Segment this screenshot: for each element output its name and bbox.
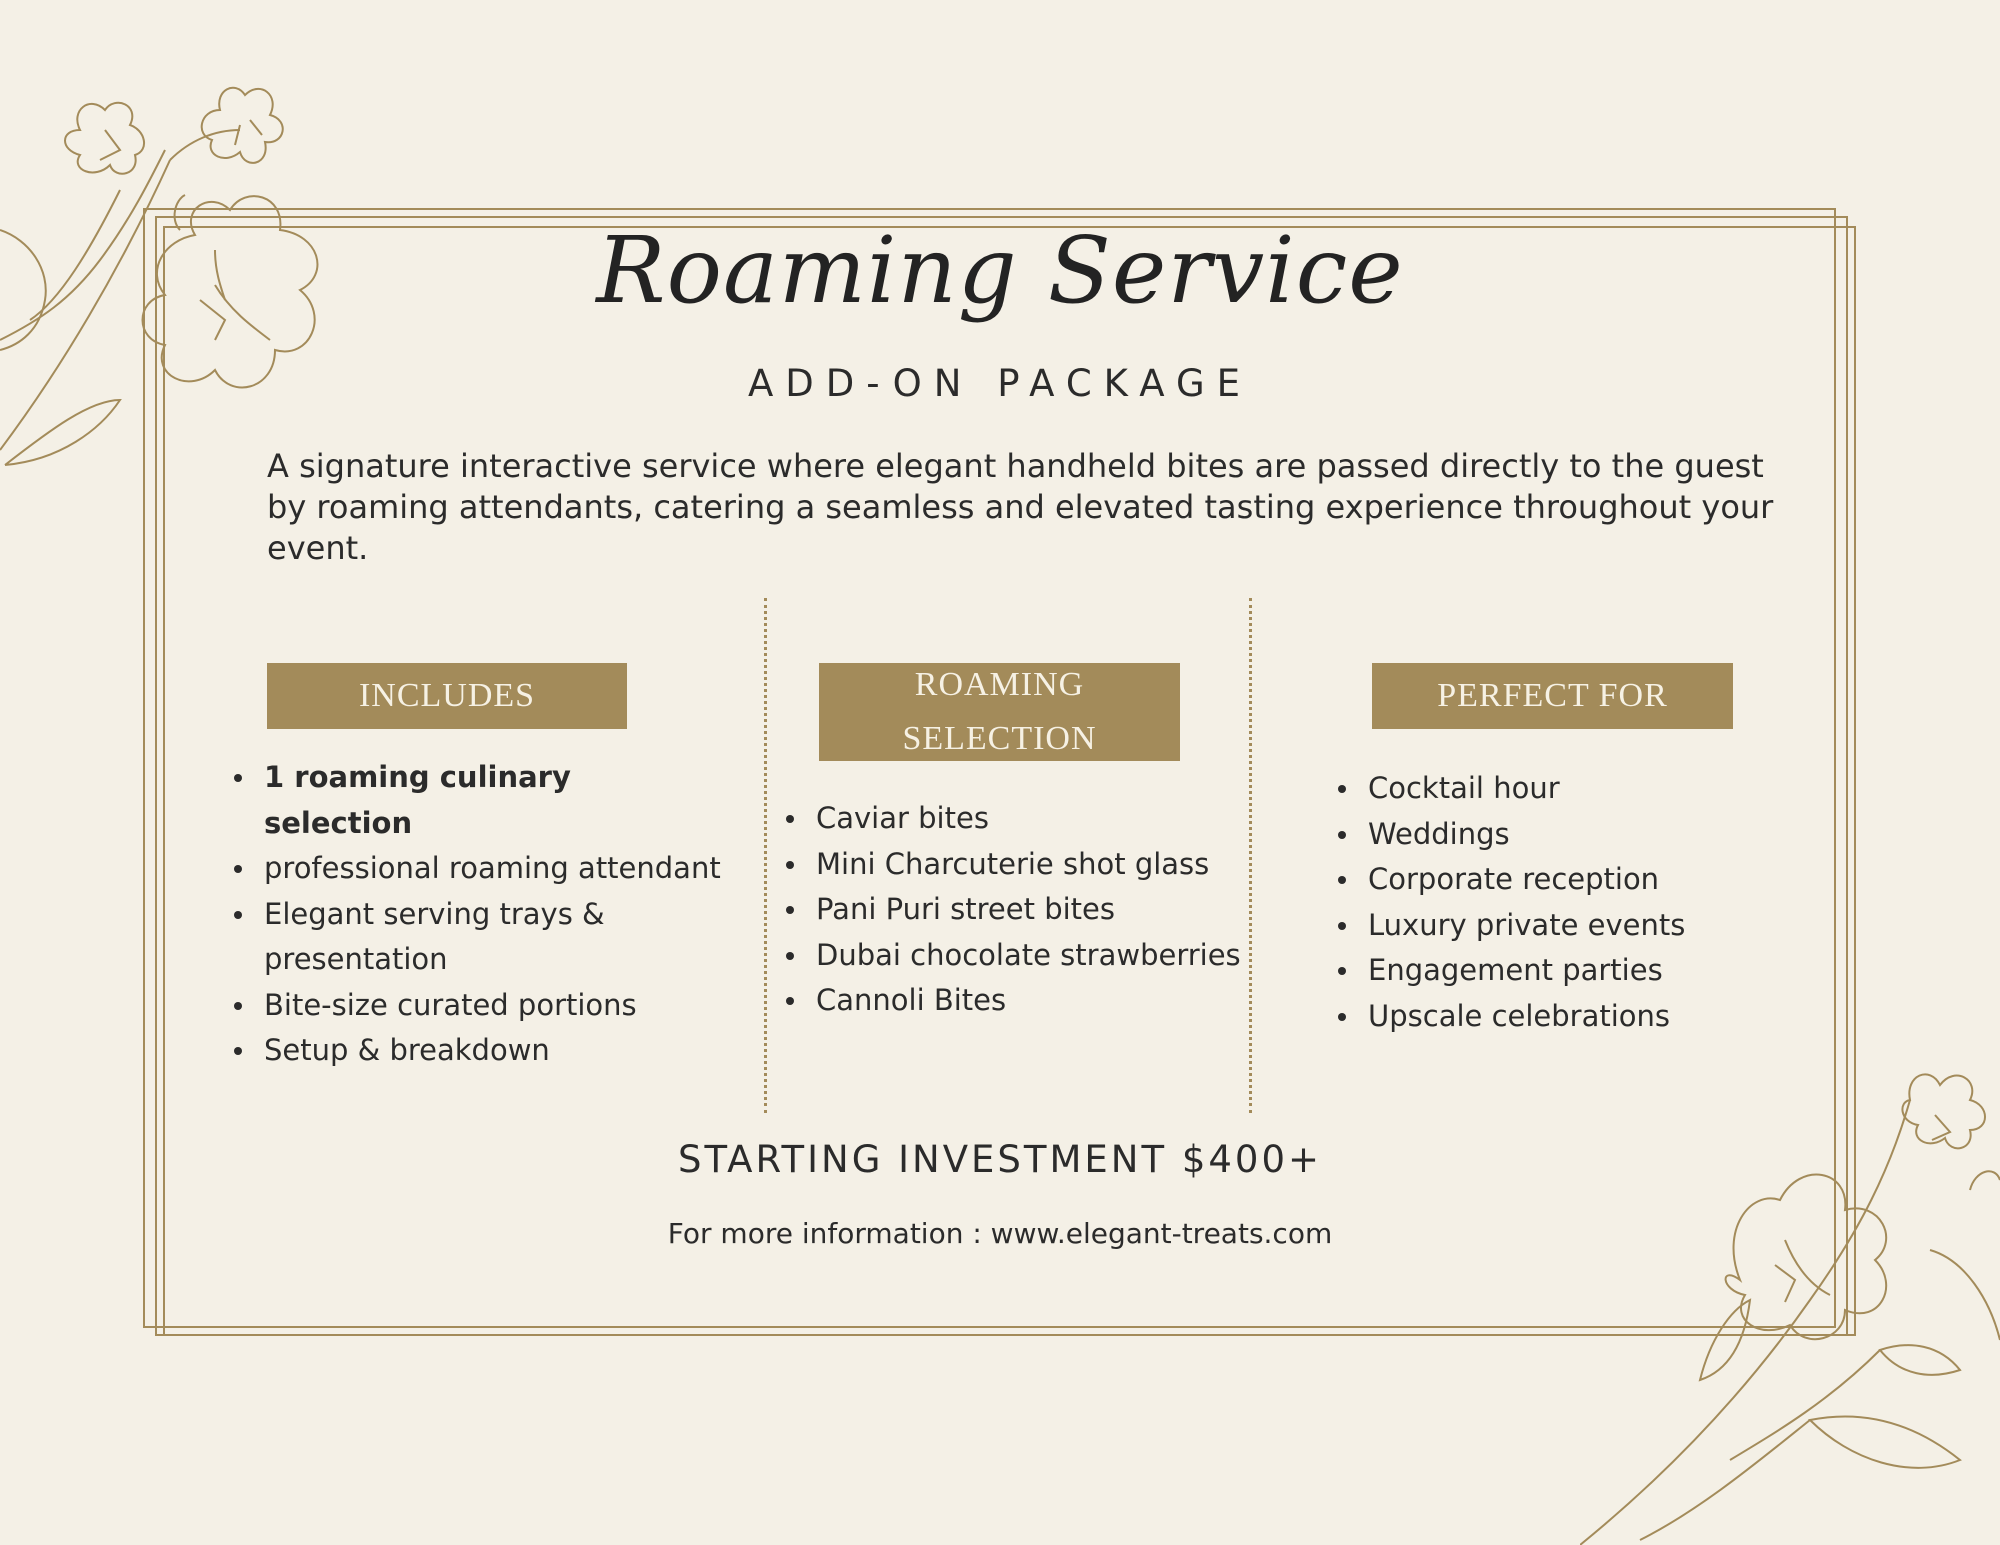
list-item: Luxury private events xyxy=(1368,903,1788,949)
intro-paragraph: A signature interactive service where elegant handheld bites are passed directly to the guest by roaming attendants, catering a seamless and elevated tasting experience throughout your event. xyxy=(267,447,1774,567)
perfect-for-list xyxy=(1368,766,1788,1039)
list-item: Setup & breakdown xyxy=(264,1028,724,1074)
list-item: Weddings xyxy=(1368,812,1788,858)
list-item: Bite-size curated portions xyxy=(264,983,724,1029)
includes-header: INCLUDES xyxy=(267,663,627,729)
list-item: Upscale celebrations xyxy=(1368,994,1788,1040)
list-item: Elegant serving trays & presentation xyxy=(264,892,724,983)
roaming-selection-list xyxy=(816,796,1246,1024)
list-item: Engagement parties xyxy=(1368,948,1788,994)
more-info-line: For more information : www.elegant-treats.com xyxy=(667,1217,1333,1250)
includes-list xyxy=(264,755,724,1074)
list-item: Cannoli Bites xyxy=(816,978,1246,1024)
list-item: Pani Puri street bites xyxy=(816,887,1246,933)
list-item: Dubai chocolate strawberries xyxy=(816,933,1246,979)
page-subtitle: ADD-ON PACKAGE xyxy=(748,362,1252,405)
list-item: Corporate reception xyxy=(1368,857,1788,903)
perfect-for-header: PERFECT FOR xyxy=(1372,663,1733,729)
list-item: Mini Charcuterie shot glass xyxy=(816,842,1246,888)
column-divider-left xyxy=(764,598,767,1113)
list-item: Caviar bites xyxy=(816,796,1246,842)
floral-illustration-bottom-right xyxy=(1580,1040,2000,1545)
page-title: Roaming Service xyxy=(596,217,1404,324)
list-item: Cocktail hour xyxy=(1368,766,1788,812)
list-item: 1 roaming culinary selection xyxy=(264,755,724,846)
roaming-selection-header: ROAMING SELECTION xyxy=(819,663,1180,761)
column-divider-right xyxy=(1249,598,1252,1113)
starting-investment: STARTING INVESTMENT $400+ xyxy=(677,1138,1323,1181)
list-item: professional roaming attendant xyxy=(264,846,724,892)
